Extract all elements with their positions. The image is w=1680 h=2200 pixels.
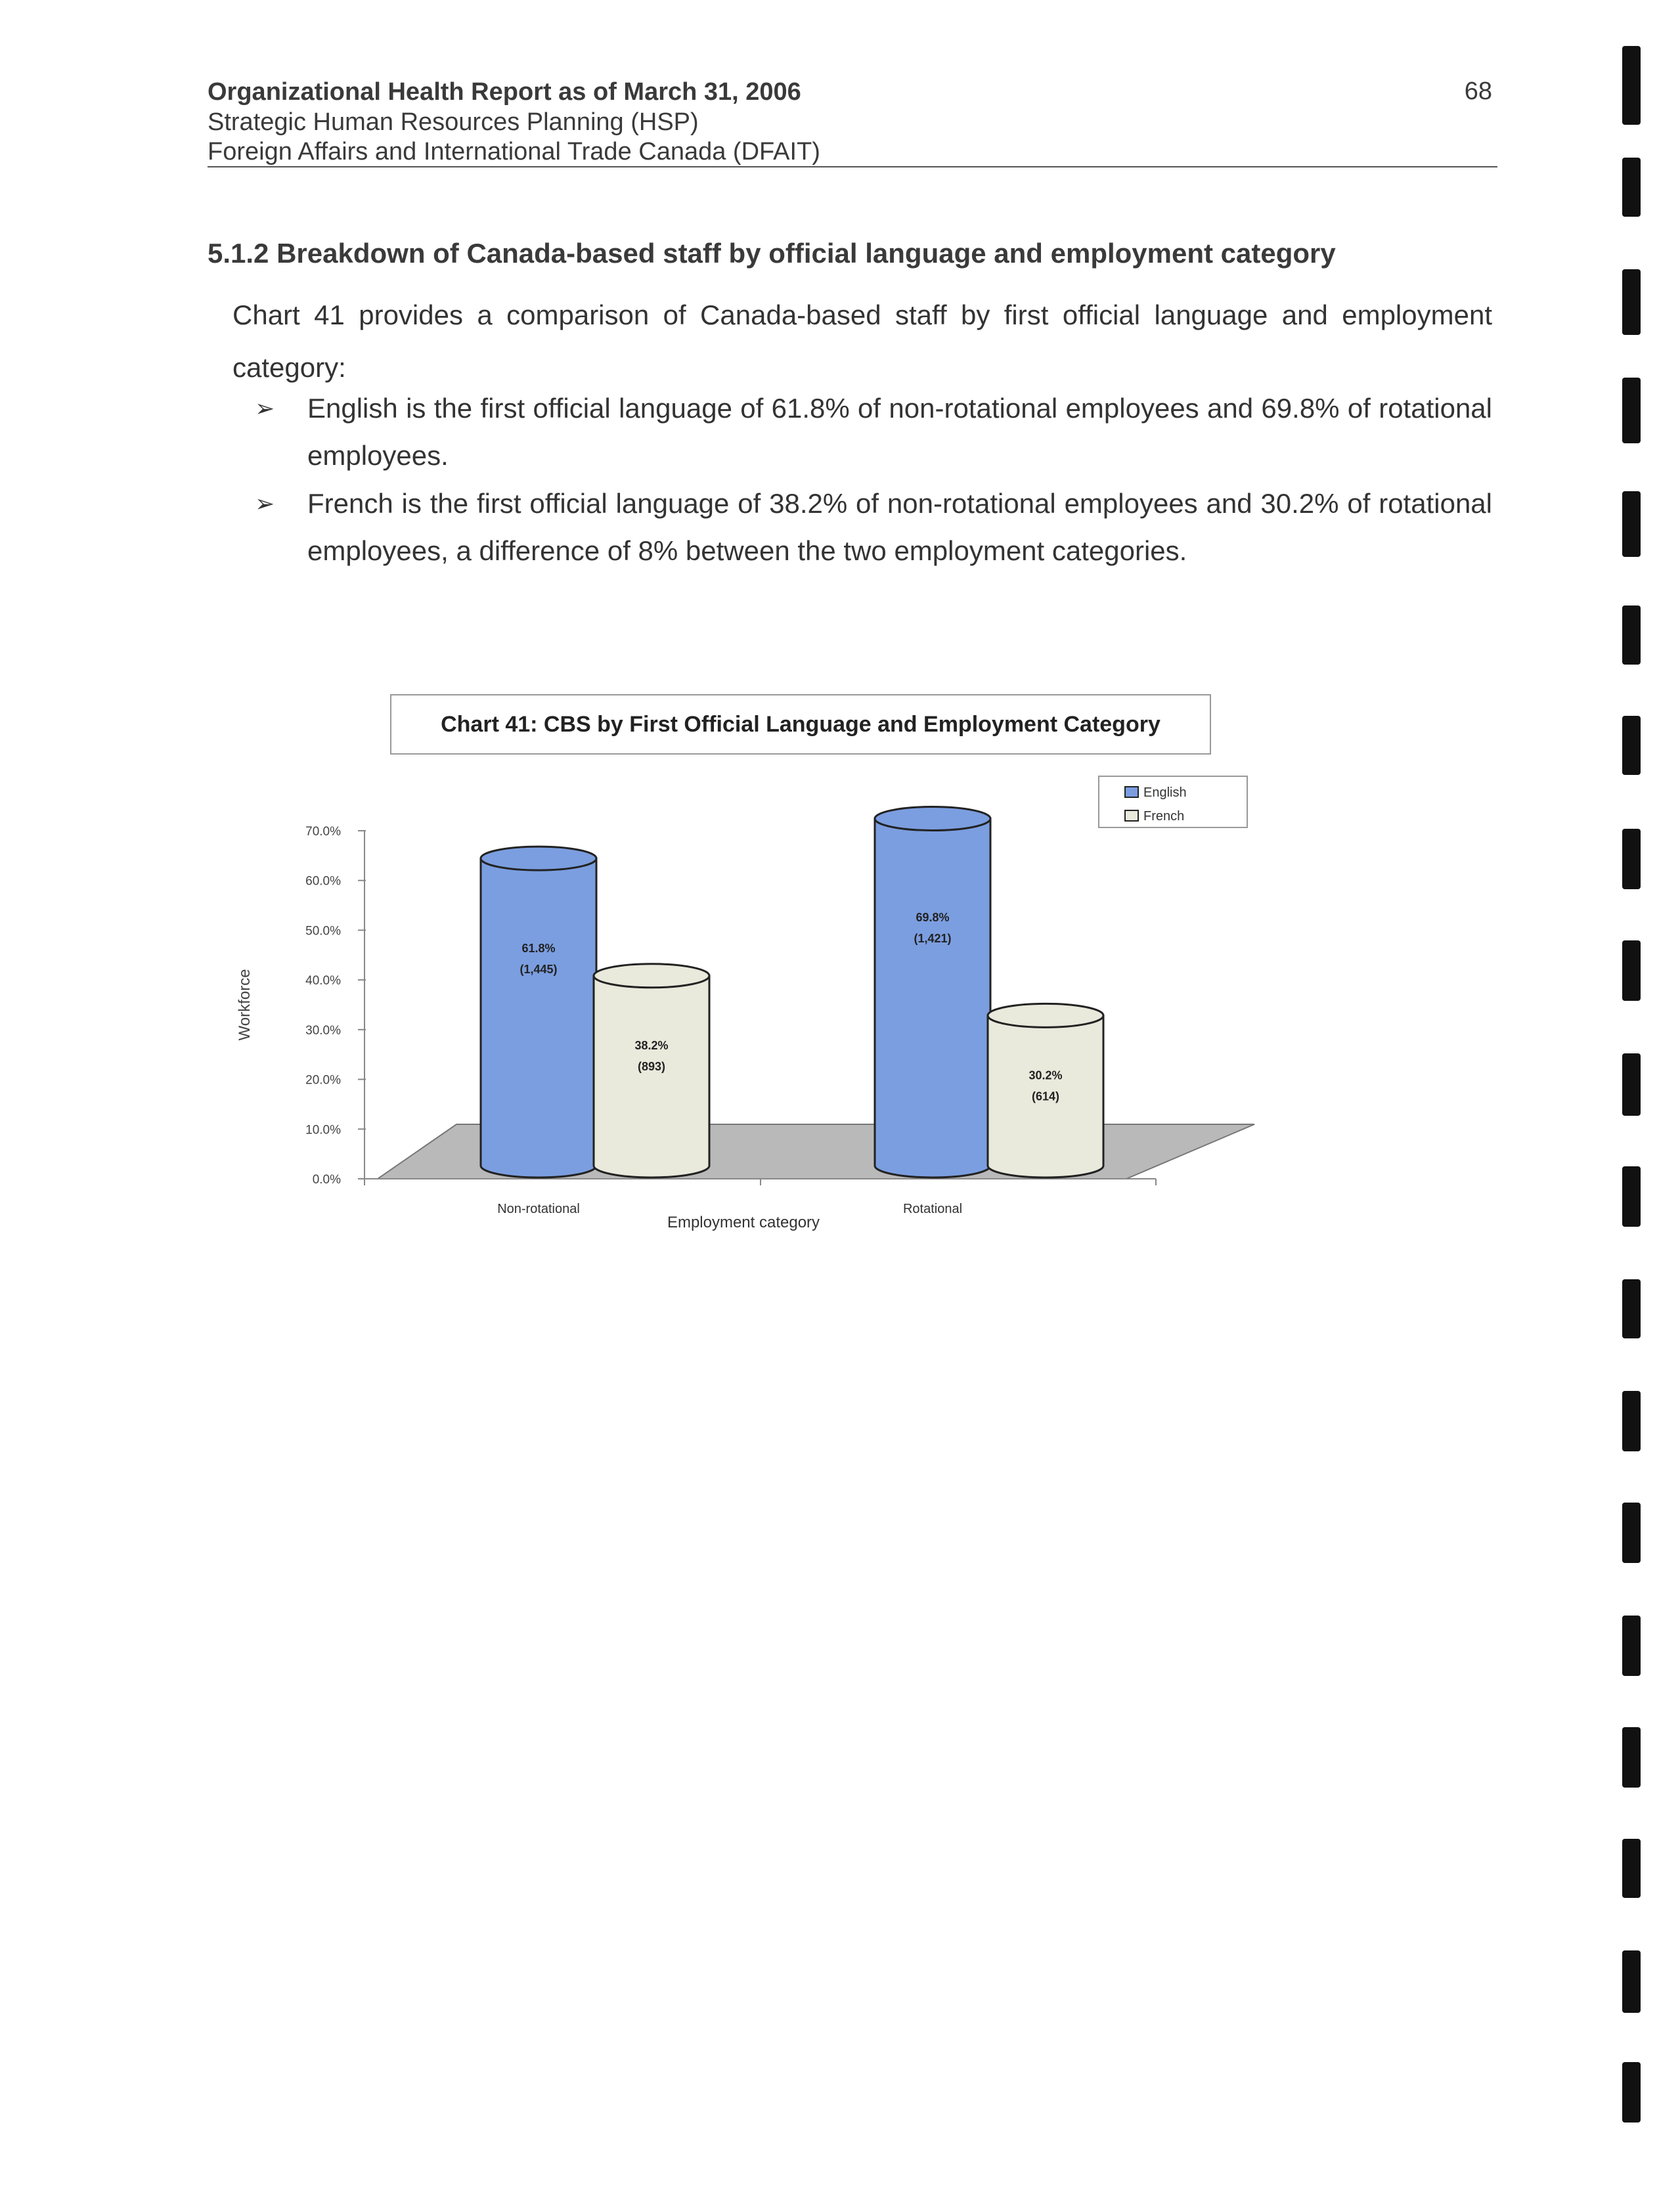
binding-mark [1622, 605, 1641, 665]
binding-mark [1622, 940, 1641, 1001]
y-tick-label: 20.0% [305, 1073, 341, 1088]
binding-mark [1622, 1053, 1641, 1116]
bullet-item [255, 480, 1492, 575]
data-label: 30.2% [1028, 1068, 1063, 1082]
binding-mark [1622, 1503, 1641, 1563]
arrow-bullet-icon: ➢ [255, 395, 275, 422]
data-count-label: (1,421) [914, 931, 952, 945]
x-axis-title: Employment category [667, 1214, 820, 1231]
bullet-item [255, 385, 1492, 479]
y-tick-label: 10.0% [305, 1123, 341, 1137]
y-axis-title: Workforce [236, 969, 254, 1041]
data-label: 38.2% [634, 1039, 669, 1053]
intro-paragraph: Chart 41 provides a comparison of Canada-based staff by first official language and employment category: [232, 299, 1492, 383]
chart-title: Chart 41: CBS by First Official Language and Employment Category [441, 711, 1161, 737]
data-count-label: (1,445) [519, 963, 558, 977]
y-tick-label: 50.0% [305, 924, 341, 938]
binding-mark [1622, 491, 1641, 557]
binding-mark [1622, 829, 1641, 889]
binding-mark [1622, 1727, 1641, 1788]
binding-mark [1622, 1279, 1641, 1338]
legend-swatch [1125, 787, 1138, 797]
bullet-text: English is the first official language of 61.8% of non-rotational employees and 69.8% of rotational employees. [307, 393, 1492, 471]
binding-mark [1622, 2062, 1641, 2123]
report-title: Organizational Health Report as of March 31, 2006 [208, 78, 801, 106]
cylinder-bar [875, 819, 990, 1177]
cylinder-bar-top [594, 964, 709, 988]
y-tick-label: 30.0% [305, 1023, 341, 1038]
data-label: 61.8% [521, 942, 556, 956]
chart-title-box [390, 694, 1211, 755]
bullet-text: French is the first official language of 38.2% of non-rotational employees and 30.2% of rotational employees, a difference of 8% between the two employment categories. [307, 488, 1492, 566]
cylinder-bar-top [875, 807, 990, 831]
chart-41 [223, 768, 1300, 1248]
binding-mark [1622, 716, 1641, 775]
y-tick-label: 60.0% [305, 874, 341, 889]
data-label: 69.8% [916, 910, 950, 924]
binding-mark [1622, 1391, 1641, 1451]
header-divider [208, 166, 1497, 167]
section-heading: 5.1.2 Breakdown of Canada-based staff by official language and employment category [208, 238, 1336, 269]
binding-mark [1622, 1839, 1641, 1898]
report-department: Foreign Affairs and International Trade Canada (DFAIT) [208, 138, 820, 166]
binding-mark [1622, 46, 1641, 125]
legend-label: English [1143, 785, 1187, 800]
cylinder-bar-top [481, 847, 596, 870]
arrow-bullet-icon: ➢ [255, 490, 275, 517]
binding-mark [1622, 1616, 1641, 1676]
x-tick-label: Non-rotational [497, 1202, 580, 1216]
binding-holes [1617, 0, 1656, 2200]
cylinder-bar-top [988, 1003, 1103, 1027]
cylinder-bar [594, 976, 709, 1177]
binding-mark [1622, 269, 1641, 335]
legend-swatch [1125, 810, 1138, 821]
binding-mark [1622, 1166, 1641, 1227]
binding-mark [1622, 378, 1641, 443]
y-tick-label: 40.0% [305, 974, 341, 988]
binding-mark [1622, 1950, 1641, 2013]
page-header [208, 77, 1497, 167]
data-count-label: (614) [1031, 1089, 1060, 1103]
y-tick-label: 0.0% [312, 1173, 341, 1187]
data-count-label: (893) [637, 1060, 666, 1074]
legend-label: French [1143, 809, 1185, 824]
page-number: 68 [1464, 77, 1492, 105]
x-tick-label: Rotational [902, 1202, 963, 1216]
y-tick-label: 70.0% [305, 825, 341, 839]
binding-mark [1622, 158, 1641, 217]
bullet-list [255, 385, 1492, 575]
cylinder-bar [481, 858, 596, 1177]
report-subtitle: Strategic Human Resources Planning (HSP) [208, 108, 699, 136]
